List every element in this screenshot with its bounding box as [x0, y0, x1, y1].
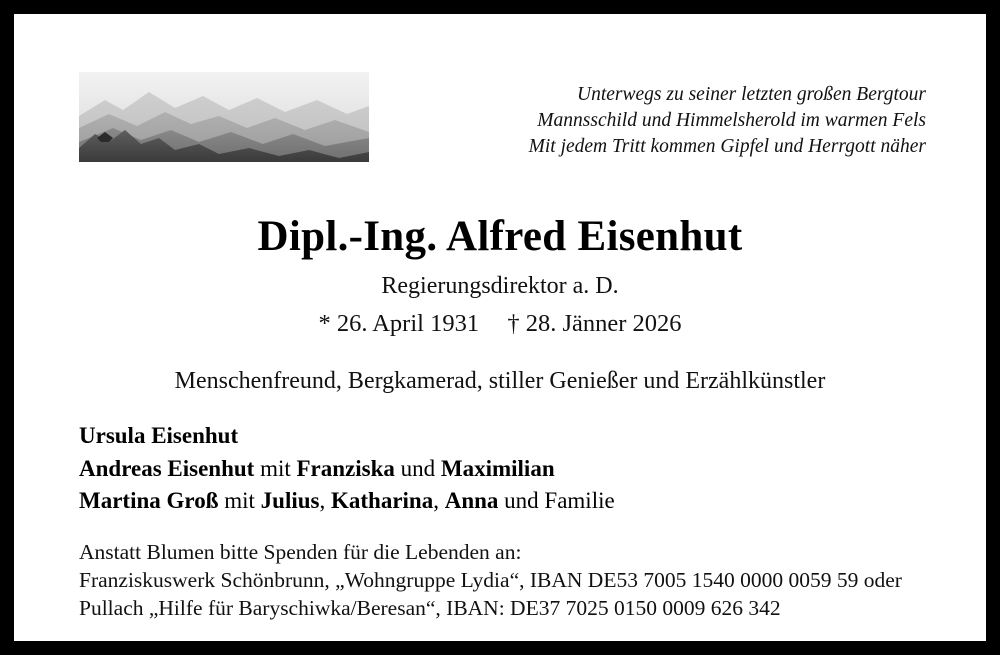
survivor-line-2 — [79, 453, 615, 486]
birth-date: * 26. April 1931 — [318, 310, 480, 337]
survivors-block — [79, 420, 615, 518]
survivor-name: Anna — [444, 488, 499, 513]
life-dates — [28, 310, 972, 338]
survivor-conjunction: , — [319, 488, 331, 513]
survivor-name: Katharina — [330, 488, 434, 513]
survivor-name: Martina Groß — [79, 488, 219, 513]
mountain-photo — [79, 72, 369, 162]
donations-line-2: Franziskuswerk Schönbrunn, „Wohngruppe Lydia“, IBAN DE53 7005 1540 0000 0059 59 oder — [79, 568, 902, 592]
donations-line-3: Pullach „Hilfe für Baryschiwka/Beresan“, IBAN: DE37 7025 0150 0009 626 342 — [79, 596, 781, 620]
survivor-conjunction: und — [394, 455, 441, 481]
survivor-separator: , — [433, 488, 445, 513]
survivor-name: Ursula Eisenhut — [79, 423, 239, 448]
survivor-line-3 — [79, 485, 615, 518]
survivor-line-1 — [79, 420, 615, 453]
deceased-name: Dipl.-Ing. Alfred Eisenhut — [257, 213, 743, 260]
header-row — [28, 72, 972, 182]
death-date: † 28. Jänner 2026 — [507, 310, 682, 337]
verse-line-3: Mit jedem Tritt kommen Gipfel und Herrgott näher — [528, 136, 926, 157]
survivor-name: Maximilian — [440, 455, 555, 481]
survivor-conjunction: mit — [218, 488, 261, 513]
verse-block — [529, 82, 926, 160]
survivor-conjunction: mit — [254, 455, 297, 481]
survivor-tail: und Familie — [498, 488, 615, 513]
epitaph: Menschenfreund, Bergkamerad, stiller Genießer und Erzählkünstler — [174, 368, 826, 394]
donations-block — [79, 538, 902, 622]
obituary-card — [28, 28, 972, 627]
survivor-name: Julius — [260, 488, 320, 513]
donations-line-1: Anstatt Blumen bitte Spenden für die Lebenden an: — [79, 540, 522, 564]
verse-line-2: Mannsschild und Himmelsherold im warmen Fels — [537, 110, 926, 131]
survivor-name: Andreas Eisenhut — [79, 455, 255, 481]
deceased-title: Regierungsdirektor a. D. — [381, 273, 619, 299]
verse-line-1: Unterwegs zu seiner letzten großen Bergtour — [577, 84, 926, 105]
mountain-range-icon — [79, 72, 369, 162]
survivor-name: Franziska — [296, 455, 395, 481]
